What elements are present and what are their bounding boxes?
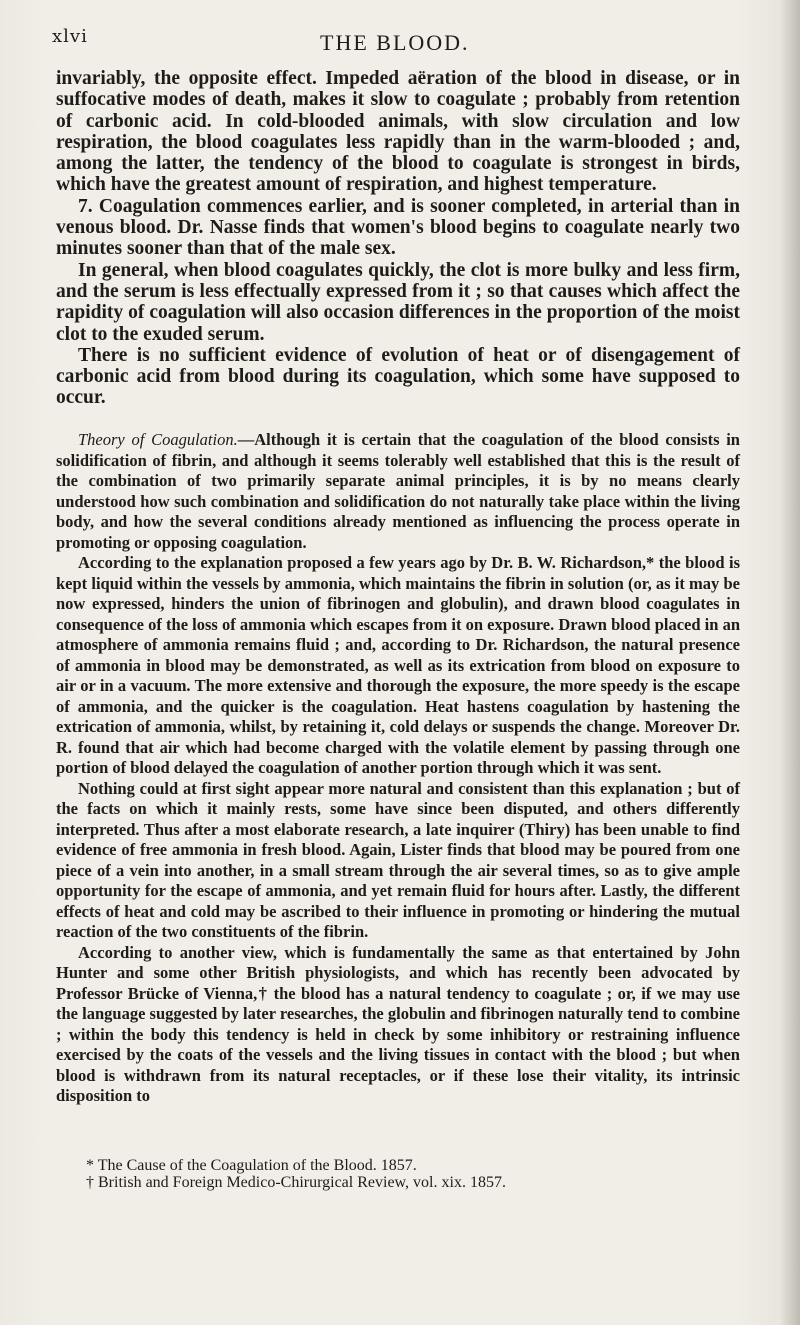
footnote: † British and Foreign Medico-Chirurgical Review, vol. xix. 1857. (86, 1174, 506, 1191)
running-title: THE BLOOD. (320, 30, 470, 55)
paragraph: According to another view, which is fundamentally the same as that entertained by John Hunter and some other British physiologists, and which has recently been advocated by Professor Brücke of Vienna,† the blood has a natural tendency to coagulate ; or, if we may use the language suggested by later researches, the globulin and fibrinogen naturally tend to combine ; within the body this tendency is held in check by some inhibitory or restraining influence exercised by the coats of the vessels and the living tissues in contact with the blood ; but when blood is withdrawn from its natural receptacles, or if these lose their vitality, its intrinsic disposition to (56, 942, 740, 1105)
footnote: * The Cause of the Coagulation of the Blood. 1857. (86, 1157, 417, 1174)
paragraph: There is no sufficient evidence of evolution of heat or of disengagement of carbonic acid from blood during its coagulation, which some have supposed to occur. (56, 344, 740, 409)
page-number: xlvi (52, 26, 88, 47)
large-type-section (56, 68, 740, 409)
paragraph: 7. Coagulation commences earlier, and is sooner completed, in arterial than in venous blood. Dr. Nasse finds that women's blood begins to coagulate nearly two minutes sooner than that of the male sex. (56, 195, 740, 260)
paragraph (56, 430, 740, 553)
paragraph: invariably, the opposite effect. Impeded aëration of the blood in disease, or in suffocative modes of death, makes it slow to coagulate ; probably from retention of carbonic acid. In cold-blooded animals, with slow circulation and low respiration, the blood coagulates less rapidly than in the warm-blooded ; and, among the latter, the tendency of the blood to coagulate is strongest in birds, which have the greatest amount of respiration, and highest temperature. (56, 68, 740, 196)
paragraph: Nothing could at first sight appear more natural and consistent than this explanation ; but of the facts on which it mainly rests, some have since been disputed, and others differently interpreted. Thus after a most elaborate research, a late inquirer (Thiry) has been unable to find evidence of free ammonia in fresh blood. Again, Lister finds that blood may be poured from one piece of a vein into another, in a small stream through the air several times, so as to give ample opportunity for the escape of ammonia, and yet remain fluid for hours after. Lastly, the different effects of heat and cold may be ascribed to their influence in promoting or hindering the mutual reaction of the two constituents of the fibrin. (56, 778, 740, 941)
section-heading: Theory of Coagulation. (78, 430, 238, 449)
paragraph-text: —Although it is certain that the coagulation of the blood consists in solidification of fibrin, and although it seems tolerably well established that this is the result of the combination of two primarily separate animal principles, it is by no means clearly understood how such combination and solidification do not naturally take place within the living body, and how the several conditions already mentioned as influencing the process operate in promoting or opposing coagulation. (56, 430, 740, 552)
paragraph: In general, when blood coagulates quickly, the clot is more bulky and less firm, and the serum is less effectually expressed from it ; so that causes which affect the rapidity of coagulation will also occasion differences in the proportion of the moist clot to the exuded serum. (56, 259, 740, 345)
small-type-section (56, 430, 740, 1107)
running-header (52, 18, 752, 58)
paragraph: According to the explanation proposed a few years ago by Dr. B. W. Richardson,* the blood is kept liquid within the vessels by ammonia, which maintains the fibrin in solution (or, as it may be now expressed, hinders the union of fibrinogen and globulin), and drawn blood coagulates in consequence of the loss of ammonia which escapes from it on exposure. Drawn blood placed in an atmosphere of ammonia remains fluid ; and, according to Dr. Richardson, the natural presence of ammonia in blood may be demonstrated, as well as its extrication from blood on exposure to air or in a vacuum. The more extensive and thorough the exposure, the more speedy is the escape of ammonia, and the quicker is the coagulation. Heat hastens coagulation by hastening the extrication of ammonia, whilst, by retaining it, cold delays or suspends the change. Moreover Dr. R. found that air which had become charged with the volatile element by passing through one portion of blood delayed the coagulation of another portion through which it was sent. (56, 553, 740, 777)
page-edge-shadow (778, 0, 800, 1325)
footnotes (56, 1157, 740, 1191)
